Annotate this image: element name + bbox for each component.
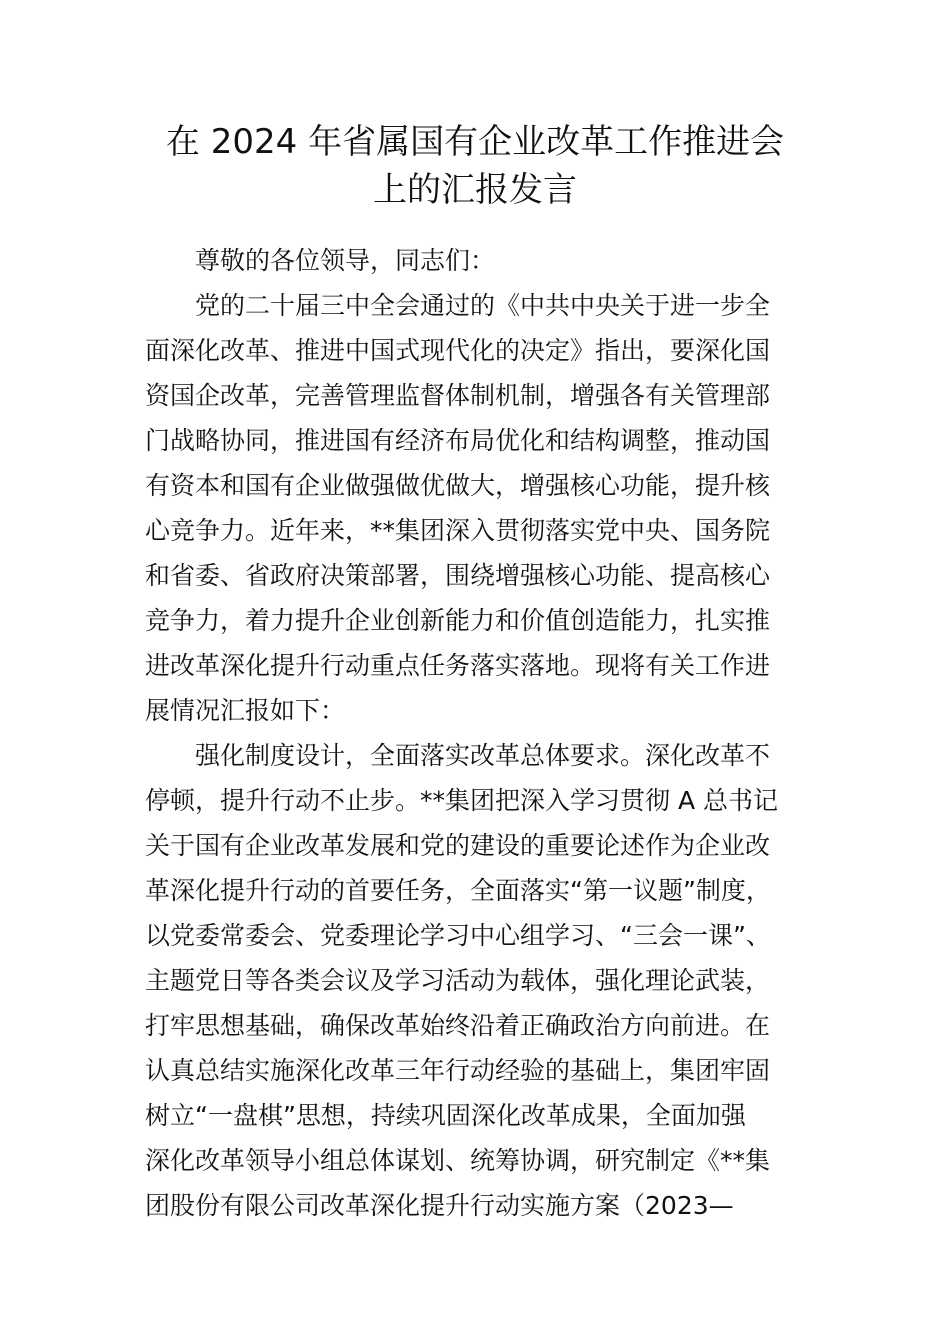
salutation: 尊敬的各位领导，同志们： — [195, 246, 496, 275]
title-line-2: 上的汇报发言 — [373, 170, 577, 210]
paragraph-1-line: 面深化改革、推进中国式现代化的决定》指出，要深化国 — [145, 336, 771, 365]
paragraph-1-line: 心竞争力。近年来，**集团深入贯彻落实党中央、国务院 — [145, 516, 771, 545]
paragraph-2-line: 停顿，提升行动不止步。**集团把深入学习贯彻 A 总书记 — [145, 786, 778, 815]
paragraph-2-line: 认真总结实施深化改革三年行动经验的基础上，集团牢固 — [145, 1056, 771, 1085]
document-title — [140, 118, 810, 214]
paragraph-1-line: 党的二十届三中全会通过的《中共中央关于进一步全 — [195, 291, 771, 320]
paragraph-1-line: 门战略协同，推进国有经济布局优化和结构调整，推动国 — [145, 426, 771, 455]
paragraph-2-line: 革深化提升行动的首要任务，全面落实“第一议题”制度， — [145, 876, 771, 905]
paragraph-2-line: 树立“一盘棋”思想，持续巩固深化改革成果，全面加强 — [145, 1101, 746, 1130]
paragraph-2-line: 打牢思想基础，确保改革始终沿着正确政治方向前进。在 — [145, 1011, 771, 1040]
paragraph-2-line: 强化制度设计，全面落实改革总体要求。深化改革不 — [195, 741, 771, 770]
paragraph-1-line: 展情况汇报如下： — [145, 696, 346, 725]
paragraph-1-line: 资国企改革，完善管理监督体制机制，增强各有关管理部 — [145, 381, 771, 410]
title-line-1: 在 2024 年省属国有企业改革工作推进会 — [165, 122, 785, 162]
paragraph-1-line: 竞争力，着力提升企业创新能力和价值创造能力，扎实推 — [145, 606, 771, 635]
paragraph-1-line: 和省委、省政府决策部署，围绕增强核心功能、提高核心 — [145, 561, 771, 590]
paragraph-1-line: 进改革深化提升行动重点任务落实落地。现将有关工作进 — [145, 651, 771, 680]
paragraph-2-line: 团股份有限公司改革深化提升行动实施方案（2023— — [145, 1191, 734, 1220]
paragraph-1-line: 有资本和国有企业做强做优做大，增强核心功能，提升核 — [145, 471, 771, 500]
paragraph-2-line: 深化改革领导小组总体谋划、统筹协调，研究制定《**集 — [145, 1146, 771, 1175]
document-body — [145, 238, 805, 1228]
paragraph-2-line: 关于国有企业改革发展和党的建设的重要论述作为企业改 — [145, 831, 771, 860]
paragraph-2-line: 以党委常委会、党委理论学习中心组学习、“三会一课”、 — [145, 921, 771, 950]
paragraph-2-line: 主题党日等各类会议及学习活动为载体，强化理论武装， — [145, 966, 771, 995]
